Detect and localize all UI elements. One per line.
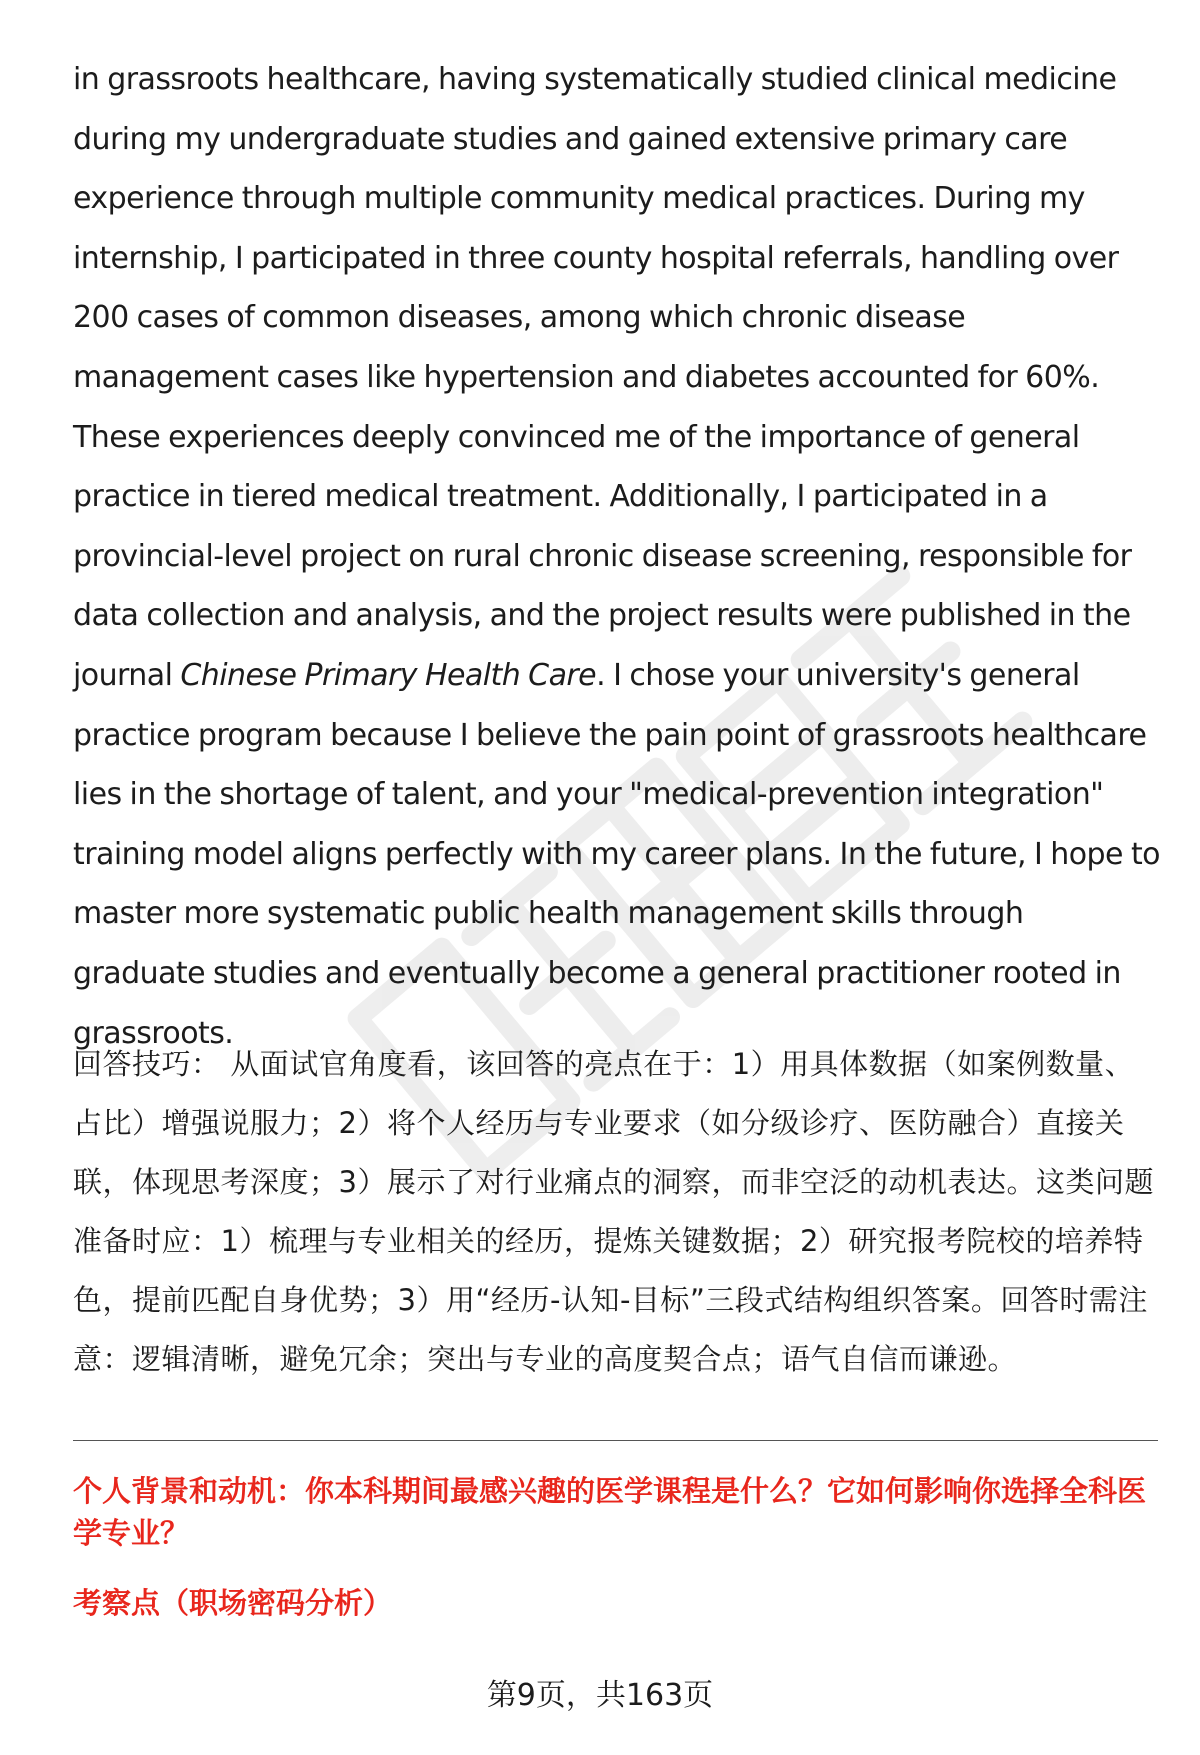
answer-text-part2: . I chose your university's general practice program because I believe the pain point of grassroots healthcare lies in the shortage of talent, and your "medical-prevention integration" training model aligns perfectly with my career plans. In the future, I hope to master more systematic public health management skills through graduate studies and eventually become a general practitioner rooted in grassroots.: [73, 657, 1160, 1051]
tips-label: 回答技巧：: [73, 1047, 221, 1081]
answer-tips-paragraph: [73, 1035, 1158, 1389]
section-divider: [73, 1440, 1158, 1441]
tips-text: 从面试官角度看，该回答的亮点在于：1）用具体数据（如案例数量、占比）增强说服力；2）将个人经历与专业要求（如分级诊疗、医防融合）直接关联，体现思考深度；3）展示了对行业痛点的洞察，而非空泛的动机表达。这类问题准备时应：1）梳理与专业相关的经历，提炼关键数据；2）研究报考院校的培养特色，提前匹配自身优势；3）用“经历-认知-目标”三段式结构组织答案。回答时需注意：逻辑清晰，避免冗余；突出与专业的高度契合点；语气自信而谦逊。: [73, 1047, 1154, 1376]
question-heading: 个人背景和动机：你本科期间最感兴趣的医学课程是什么？它如何影响你选择全科医学专业？: [73, 1474, 1147, 1550]
page-number: 第9页，共163页: [486, 1678, 714, 1713]
answer-text-part1: in grassroots healthcare, having systematically studied clinical medicine during my undergraduate studies and gained extensive primary care experience through multiple community medical practices. During my internship, I participated in three county hospital referrals, handling over 200 cases of common diseases, among which chronic disease management cases like hypertension and diabetes accounted for 60%. These experiences deeply convinced me of the importance of general practice in tiered medical treatment. Additionally, I participated in a provincial-level project on rural chronic disease screening, responsible for data collection and analysis, and the project results were published in the journal: [73, 62, 1132, 693]
answer-paragraph: [73, 50, 1163, 1063]
assessment-point-heading: 考察点（职场密码分析）: [73, 1586, 393, 1620]
journal-title: Chinese Primary Health Care: [180, 657, 597, 693]
